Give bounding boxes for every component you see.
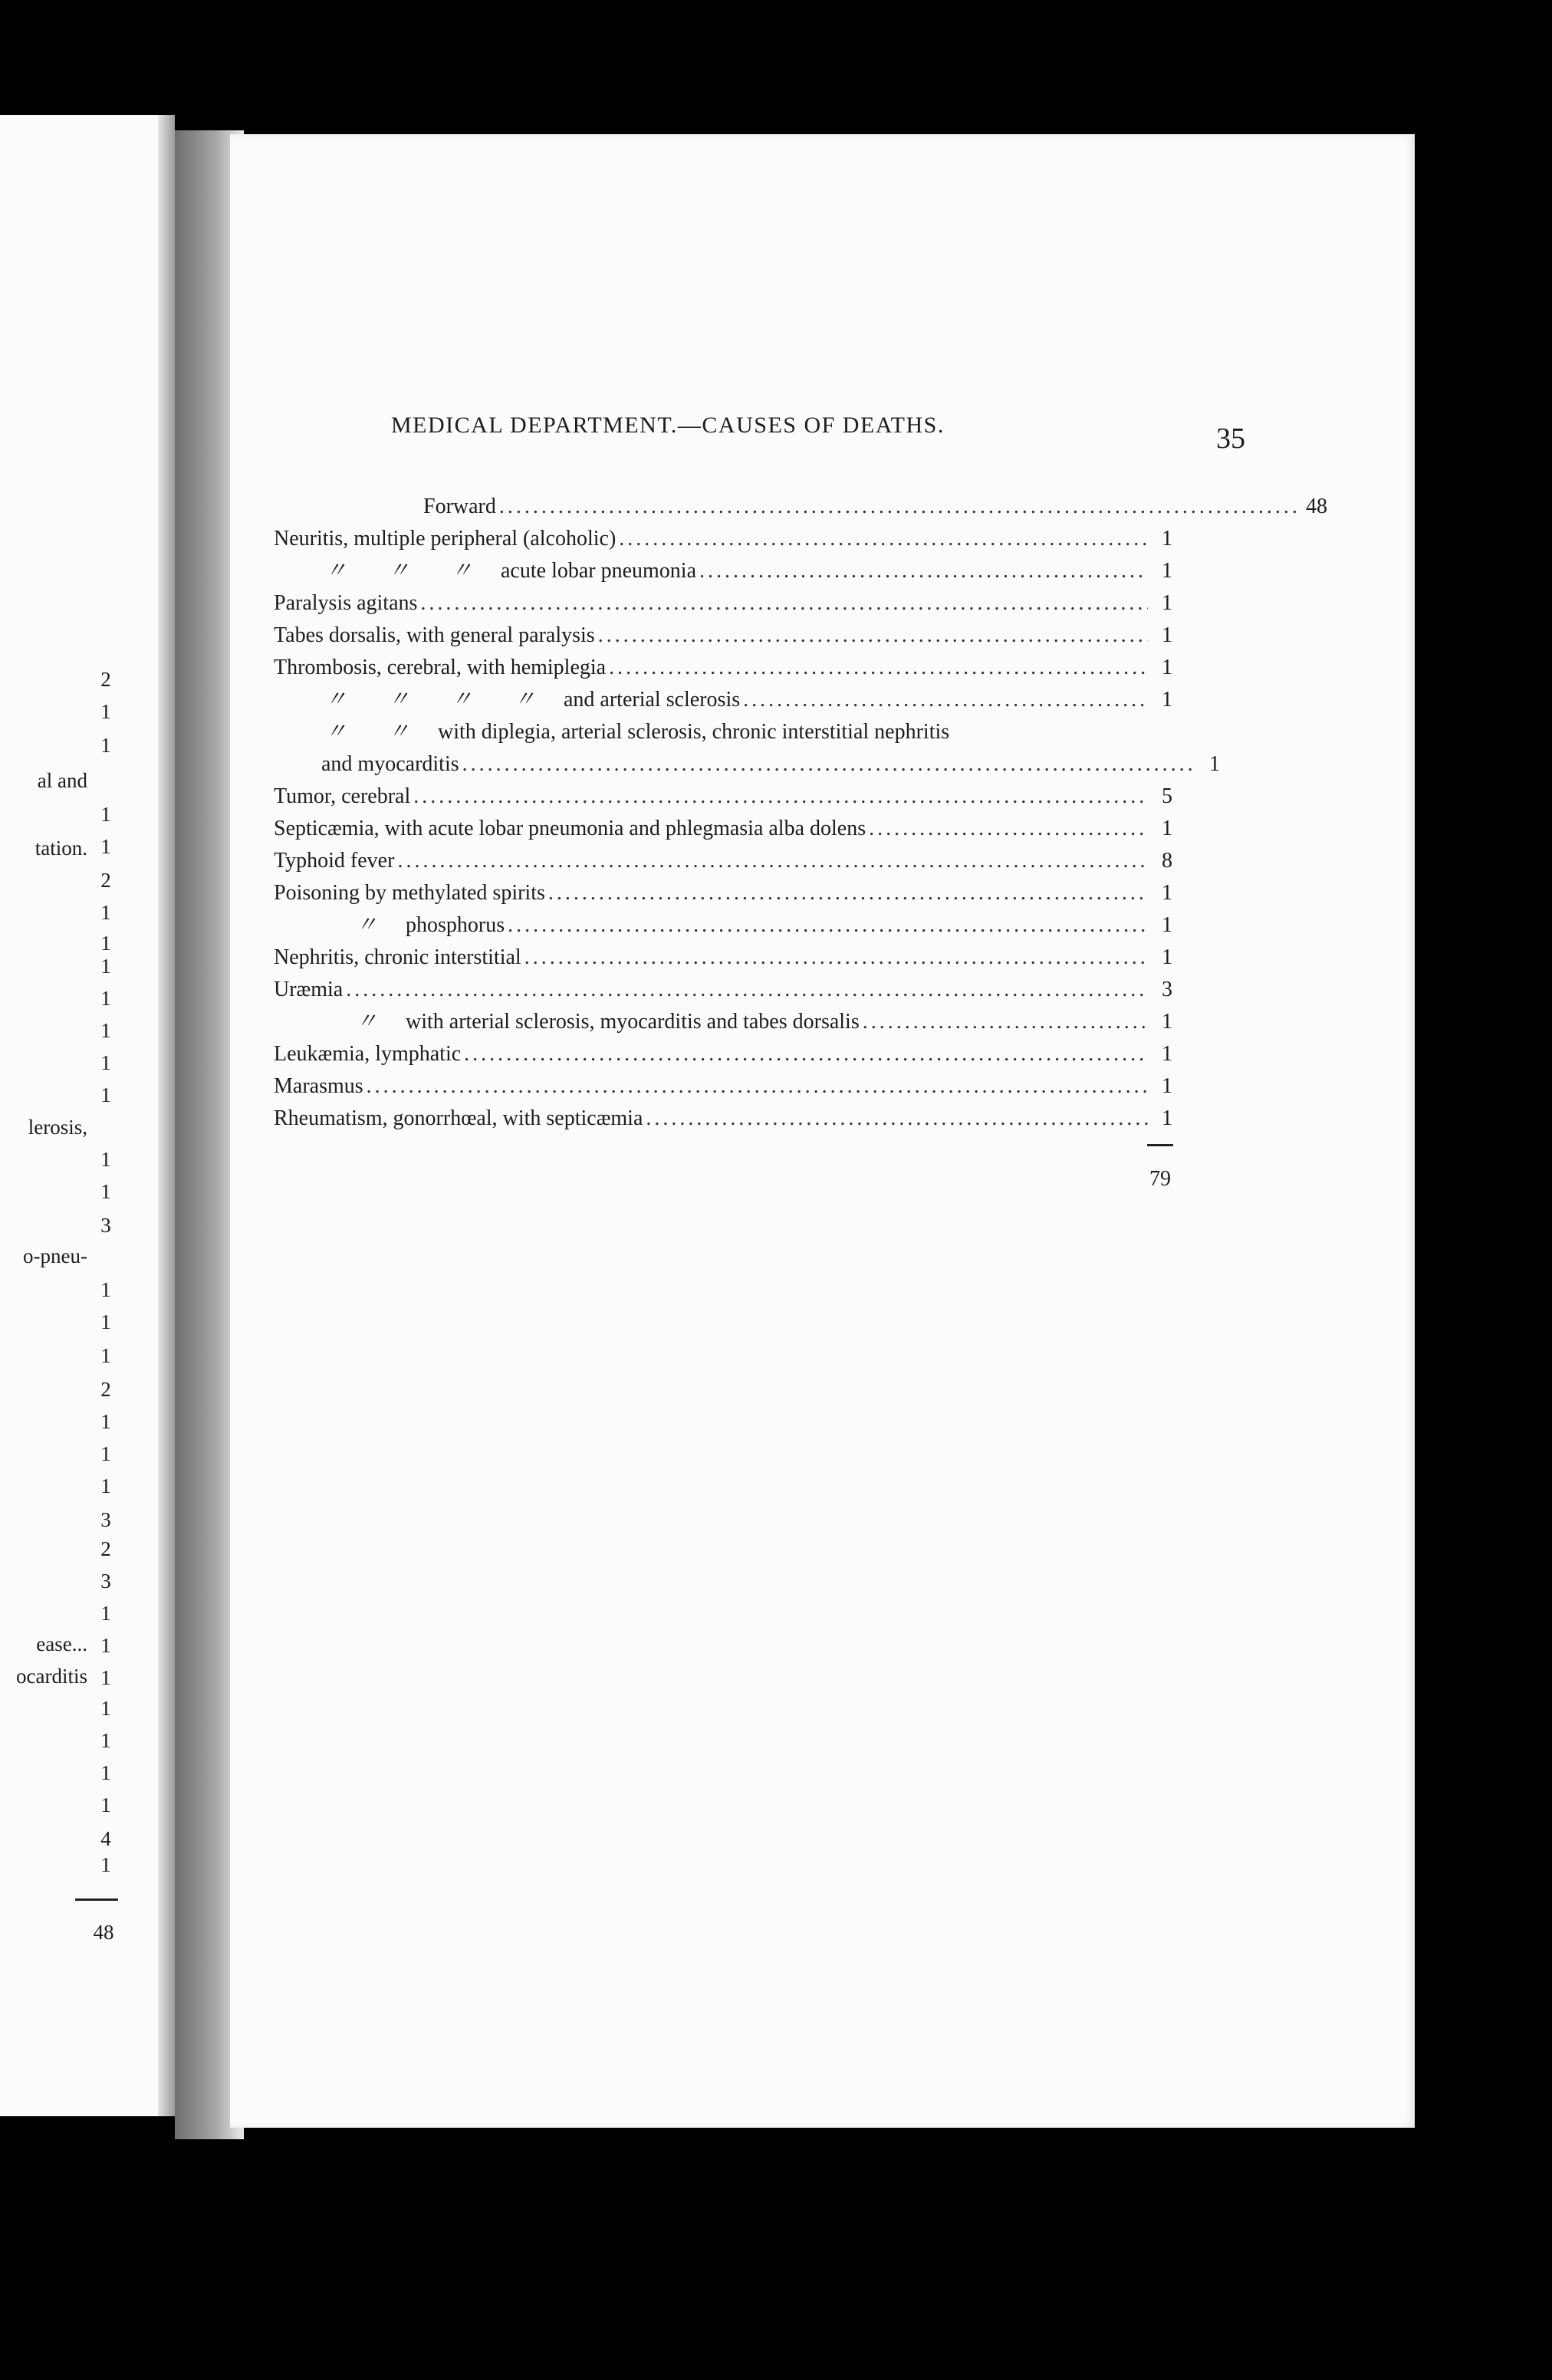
- left-page-count: 1: [100, 803, 111, 826]
- left-page-fragment-text: lerosis,: [28, 1116, 87, 1139]
- entry-label: [274, 555, 696, 587]
- ditto-mark: 〃: [324, 720, 347, 744]
- left-page-count: 1: [100, 1148, 111, 1171]
- left-page-count: 3: [100, 1214, 111, 1237]
- entry-row: [274, 1038, 1179, 1070]
- ditto-mark: 〃: [387, 688, 409, 712]
- left-page-fragment: [0, 764, 94, 797]
- left-page-count: 1: [100, 955, 111, 978]
- left-page-count: 1: [100, 1051, 111, 1074]
- entry-row: [274, 1006, 1179, 1038]
- left-page-count: 1: [100, 1310, 111, 1333]
- leader-dots: [420, 587, 1148, 620]
- entry-count: 1: [1162, 1042, 1172, 1066]
- left-page-count: 1: [100, 1019, 111, 1042]
- entry-row: [274, 748, 1226, 781]
- leader-dots: [462, 748, 1195, 781]
- left-page-count: 1: [100, 1761, 111, 1784]
- left-page-count: 1: [100, 700, 111, 723]
- left-page-count: 1: [100, 1729, 111, 1752]
- entry-count: 1: [1162, 913, 1172, 937]
- ditto-mark: 〃: [387, 559, 409, 583]
- entry-count: 48: [1306, 495, 1327, 518]
- ditto-mark: 〃: [513, 688, 535, 712]
- left-page-count: 2: [100, 869, 111, 892]
- left-page-count: 1: [100, 1344, 111, 1367]
- leader-dots: [743, 684, 1148, 716]
- left-page-fragment-text: ease...: [36, 1632, 87, 1655]
- entry-label-text: and arterial sclerosis: [564, 688, 741, 712]
- page-header: MEDICAL DEPARTMENT.—CAUSES OF DEATHS.: [391, 413, 945, 438]
- entry-label: Septicæmia, with acute lobar pneumonia and phlegmasia alba dolens: [274, 817, 866, 840]
- left-page-count: 1: [100, 1083, 111, 1106]
- leader-dots: [499, 491, 1297, 523]
- entry-count: 1: [1162, 688, 1172, 712]
- left-page-fragment-text: o-pneu-: [23, 1244, 87, 1267]
- entry-label: Leukæmia, lymphatic: [274, 1042, 462, 1066]
- left-page-count: 1: [100, 1793, 111, 1816]
- entry-label-text: acute lobar pneumonia: [501, 559, 697, 583]
- left-page-count: 1: [100, 1442, 111, 1465]
- entry-count: 1: [1162, 527, 1172, 551]
- left-page-fragment: [0, 1627, 94, 1661]
- entry-row: [274, 813, 1179, 845]
- leader-dots: [869, 813, 1148, 845]
- left-page-count: 1: [100, 1474, 111, 1497]
- entry-count: 1: [1162, 945, 1172, 969]
- entry-count: 1: [1162, 656, 1172, 679]
- left-page-count: 2: [100, 1537, 111, 1560]
- entry-count: 1: [1162, 623, 1172, 647]
- entry-count: 1: [1162, 1106, 1172, 1130]
- leader-dots: [619, 523, 1148, 555]
- left-page-fragment: [0, 1659, 94, 1693]
- entry-label: Tumor, cerebral: [274, 784, 411, 808]
- left-page-count: 1: [100, 987, 111, 1010]
- entry-label-text: with diplegia, arterial sclerosis, chronic interstitial nephritis: [438, 720, 950, 744]
- entry-count: 1: [1162, 591, 1172, 615]
- ditto-mark: 〃: [450, 559, 472, 583]
- left-page-count: 1: [100, 1666, 111, 1689]
- entry-count: 8: [1162, 849, 1172, 873]
- entry-row: [274, 877, 1179, 909]
- left-page-count: 1: [100, 1410, 111, 1433]
- entry-row: [274, 587, 1179, 620]
- entry-label: Marasmus: [274, 1074, 363, 1098]
- entry-count: 3: [1162, 978, 1172, 1001]
- left-page-count: 1: [100, 734, 111, 757]
- entry-row: [274, 652, 1179, 684]
- left-page-fragment-text: ocarditis: [16, 1665, 87, 1688]
- entry-row: [274, 555, 1179, 587]
- entry-row: [274, 491, 1328, 523]
- entry-label-text: with arterial sclerosis, myocarditis and tabes dorsalis: [406, 1010, 860, 1034]
- ditto-mark: 〃: [355, 913, 377, 937]
- left-page-count: 3: [100, 1508, 111, 1531]
- entry-count: 5: [1162, 784, 1172, 808]
- left-page-fragment: [0, 831, 94, 865]
- entry-count: 1: [1162, 817, 1172, 840]
- entry-label: Paralysis agitans: [274, 591, 418, 615]
- entry-row: [274, 716, 949, 748]
- left-page-fragment: [0, 1239, 94, 1273]
- entry-label: Rheumatism, gonorrhœal, with septicæmia: [274, 1106, 643, 1130]
- left-page-count: 2: [100, 1378, 111, 1401]
- left-page-count: 1: [100, 1634, 111, 1657]
- ditto-mark: 〃: [387, 720, 409, 744]
- entry-label: [274, 720, 949, 744]
- left-page-fragment-text: al and: [37, 769, 87, 792]
- entry-label-text: phosphorus: [406, 913, 505, 937]
- left-page-count: 1: [100, 1278, 111, 1301]
- entry-row: [274, 909, 1179, 942]
- entry-label: Nephritis, chronic interstitial: [274, 945, 521, 969]
- ditto-mark: 〃: [355, 1010, 377, 1034]
- entry-label: Neuritis, multiple peripheral (alcoholic): [274, 527, 617, 551]
- entry-label: Uræmia: [274, 978, 344, 1001]
- leader-dots: [548, 877, 1148, 909]
- left-page-count: 4: [100, 1827, 111, 1850]
- leader-dots: [508, 909, 1148, 942]
- entry-row: [274, 1103, 1179, 1135]
- entry-row: [274, 942, 1179, 974]
- left-page-count: 1: [100, 1180, 111, 1203]
- entry-row: [274, 845, 1179, 877]
- entry-row: [274, 523, 1179, 555]
- left-page-fragment: [0, 1110, 94, 1144]
- entry-label: Forward: [423, 495, 496, 518]
- left-page-gutter: [158, 115, 175, 2116]
- entry-count: 1: [1209, 752, 1220, 776]
- left-page-count: 1: [100, 1602, 111, 1625]
- entry-label: [274, 684, 740, 716]
- entry-label: Poisoning by methylated spirits: [274, 881, 545, 905]
- ditto-mark: 〃: [324, 559, 347, 583]
- entry-row: [274, 1070, 1179, 1103]
- entry-label: Tabes dorsalis, with general paralysis: [274, 623, 595, 647]
- entry-count: 1: [1162, 559, 1172, 583]
- left-page-count: 1: [100, 1853, 111, 1876]
- leader-dots: [646, 1103, 1148, 1135]
- total-rule: [1147, 1144, 1173, 1146]
- entry-row: [274, 684, 1179, 716]
- page-number: 35: [1216, 422, 1245, 455]
- left-page-count: 2: [100, 668, 111, 691]
- left-page-total: 48: [93, 1921, 114, 1944]
- entry-label: and myocarditis: [321, 752, 459, 776]
- left-total-rule: [75, 1898, 118, 1901]
- left-page-fragment-text: tation.: [35, 837, 87, 860]
- leader-dots: [367, 1070, 1148, 1103]
- leader-dots: [524, 942, 1148, 974]
- entry-label: Typhoid fever: [274, 849, 395, 873]
- left-page-count: 3: [100, 1570, 111, 1593]
- entry-count: 1: [1162, 881, 1172, 905]
- leader-dots: [346, 974, 1148, 1006]
- leader-dots: [397, 845, 1148, 877]
- left-page-count: 1: [100, 1697, 111, 1720]
- total-count: 79: [1149, 1167, 1171, 1191]
- entry-count: 1: [1162, 1010, 1172, 1034]
- leader-dots: [609, 652, 1148, 684]
- entry-row: [274, 620, 1179, 652]
- entry-label: [274, 1006, 860, 1038]
- entry-row: [274, 781, 1179, 813]
- leader-dots: [863, 1006, 1148, 1038]
- left-page-count: 1: [100, 932, 111, 955]
- entry-row: [274, 974, 1179, 1006]
- ditto-mark: 〃: [450, 688, 472, 712]
- ditto-mark: 〃: [324, 688, 347, 712]
- leader-dots: [699, 555, 1148, 587]
- leader-dots: [464, 1038, 1148, 1070]
- leader-dots: [413, 781, 1148, 813]
- entry-label: Thrombosis, cerebral, with hemiplegia: [274, 656, 607, 679]
- left-page-count: 1: [100, 835, 111, 858]
- entry-label: [274, 909, 505, 942]
- entry-count: 1: [1162, 1074, 1172, 1098]
- leader-dots: [598, 620, 1148, 652]
- left-page-count: 1: [100, 901, 111, 924]
